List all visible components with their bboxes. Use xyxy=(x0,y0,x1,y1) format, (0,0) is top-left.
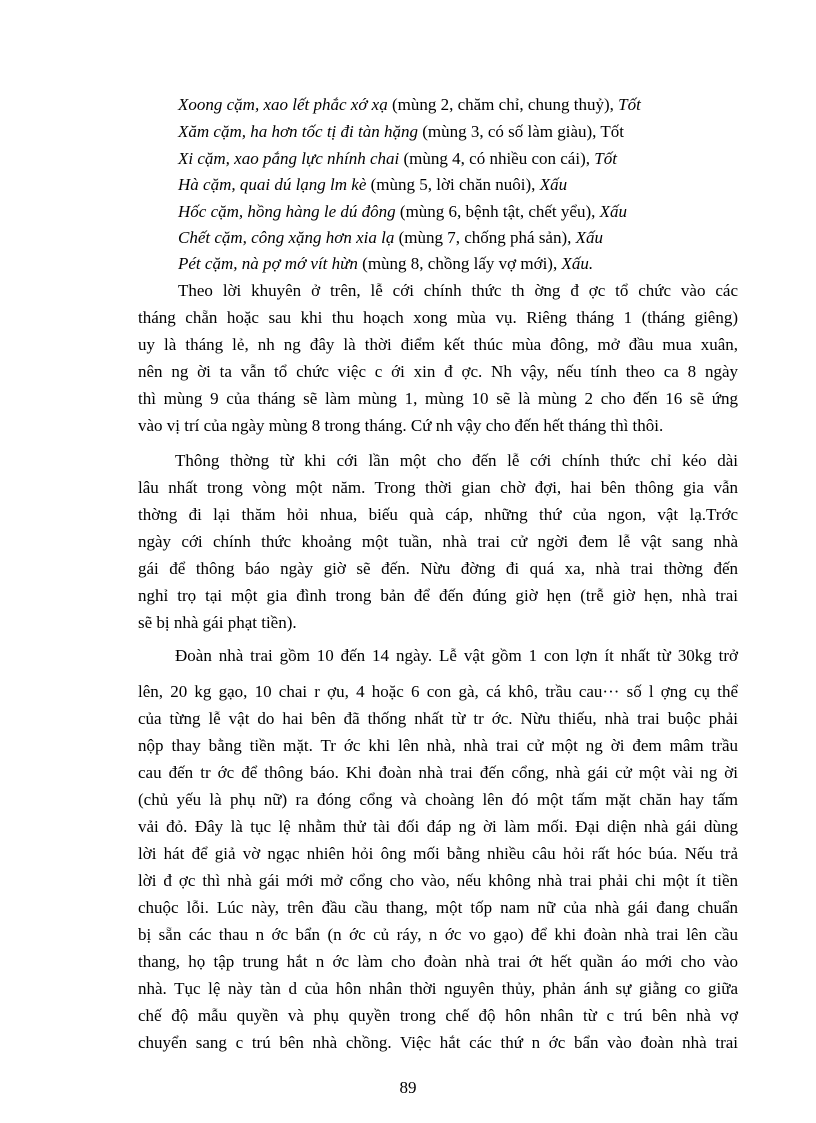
text-line: tháng chẵn hoặc sau khi thu hoạch xong mùa vụ. Riêng tháng 1 (tháng giêng) xyxy=(138,308,738,327)
text-line: chuộc lỗi. Lúc này, trên đầu cầu thang, một tốp nam nữ của nhà gái đang chuẩn xyxy=(138,898,738,917)
paragraph-line xyxy=(175,452,738,469)
calendar-verse: Hốc cặm, hồng hàng le dú đông xyxy=(178,202,396,221)
paragraph-line xyxy=(138,309,738,326)
text-line: thờng đi lại thăm hỏi nhua, biếu quà cáp, những thứ của ngon, vật lạ.Trớc xyxy=(138,505,738,524)
text-line: thang, họ tập trung hắt n ớc làm cho đoàn nhà trai ớt hết quần áo mới cho vào xyxy=(138,952,738,971)
paragraph-line xyxy=(138,872,738,889)
text-line: nộp thay bằng tiền mặt. Tr ớc khi lên nhà, nhà trai cử một ng ời đem mâm trầu xyxy=(138,736,738,755)
calendar-verse: Xoong cặm, xao lết phắc xớ xạ xyxy=(178,95,388,114)
calendar-line xyxy=(178,150,617,167)
text-line: vào vị trí của ngày mùng 8 trong tháng. Cứ nh vậy cho đến hết tháng thì thôi. xyxy=(138,416,664,435)
calendar-rating: Xấu xyxy=(539,175,568,194)
paragraph-line xyxy=(138,737,738,754)
paragraph-line xyxy=(138,587,738,604)
paragraph-line xyxy=(138,764,738,781)
calendar-line xyxy=(178,203,627,220)
calendar-meaning: (mùng 6, bệnh tật, chết yểu), xyxy=(395,202,600,221)
paragraph-line xyxy=(138,683,738,700)
page-number: 89 xyxy=(399,1078,417,1097)
calendar-line xyxy=(178,229,603,246)
paragraph-line xyxy=(138,417,663,434)
paragraph-line xyxy=(138,899,738,916)
paragraph-line xyxy=(138,1007,738,1024)
text-line: lời hát để giả vờ ngạc nhiên hỏi ông mối bằng nhiều câu hỏi rất hóc búa. Nếu trả xyxy=(138,844,738,863)
paragraph-line xyxy=(138,710,738,727)
text-line: của từng lễ vật do hai bên đã thống nhất từ tr ớc. Nừu thiếu, nhà trai buộc phải xyxy=(138,709,738,728)
calendar-meaning: (mùng 3, có số làm giàu), xyxy=(417,122,601,141)
paragraph-line xyxy=(138,818,738,835)
text-line: bị sẵn các thau n ớc bẩn (n ớc củ ráy, n ớc vo gạo) để khi đoàn nhà trai lên cầu xyxy=(138,925,738,944)
calendar-rating: Tốt xyxy=(600,122,624,141)
text-line: gái để thông báo ngày giờ sẽ đến. Nừu đờng đi quá xa, nhà trai thờng đến xyxy=(138,559,738,578)
text-line: chuyển sang c trú bên nhà chồng. Việc hắt các thứ n ớc bẩn vào đoàn nhà trai xyxy=(138,1033,738,1052)
text-line: nghỉ trọ tại một gia đình trong bản để đến đúng giờ hẹn (trễ giờ hẹn, nhà trai xyxy=(138,586,738,605)
text-line: cau đến tr ớc để thông báo. Khi đoàn nhà trai đến cổng, nhà gái cử một vài ng ời xyxy=(138,763,738,782)
paragraph-line xyxy=(138,560,738,577)
calendar-rating: Xấu. xyxy=(561,254,594,273)
calendar-verse: Hà cặm, quai dú lạng lm kè xyxy=(178,175,367,194)
calendar-meaning: (mùng 8, chồng lấy vợ mới), xyxy=(357,254,562,273)
paragraph-line xyxy=(138,953,738,970)
text-line: Đoàn nhà trai gồm 10 đến 14 ngày. Lễ vật gồm 1 con lợn ít nhất từ 30kg trở xyxy=(175,646,738,665)
paragraph-line xyxy=(138,336,738,353)
paragraph-line xyxy=(138,614,297,631)
text-line: chế độ mẫu quyền và phụ quyền trong chế độ hôn nhân từ c trú bên nhà vợ xyxy=(138,1006,738,1025)
paragraph-line xyxy=(138,390,738,407)
calendar-rating: Tốt xyxy=(618,95,641,114)
text-line: Theo lời khuyên ở trên, lễ cới chính thức th ờng đ ợc tổ chức vào các xyxy=(178,281,738,300)
paragraph-line xyxy=(138,926,738,943)
paragraph-line xyxy=(138,791,738,808)
paragraph-line xyxy=(138,845,738,862)
calendar-meaning: (mùng 2, chăm chỉ, chung thuỷ), xyxy=(387,95,619,114)
calendar-line xyxy=(178,176,567,193)
paragraph-line xyxy=(178,282,738,299)
text-line: sẽ bị nhà gái phạt tiền). xyxy=(138,613,297,632)
paragraph-line xyxy=(138,533,738,550)
paragraph-line xyxy=(138,980,738,997)
calendar-meaning: (mùng 7, chống phá sản), xyxy=(394,228,576,247)
calendar-meaning: (mùng 4, có nhiều con cái), xyxy=(399,149,595,168)
text-line: lời đ ợc thì nhà gái mới mở cổng cho vào, nếu không nhà trai phải chi một ít tiền xyxy=(138,871,738,890)
text-line: nên ng ời ta vẫn tổ chức việc c ới xin đ ợc. Nh vậy, nếu tính theo ca 8 ngày xyxy=(138,362,738,381)
calendar-verse: Chết cặm, công xặng hơn xia lạ xyxy=(178,228,395,247)
calendar-rating: Xấu xyxy=(575,228,604,247)
calendar-rating: Xấu xyxy=(599,202,628,221)
text-line: Thông thờng từ khi cới lần một cho đến lễ cới chính thức chỉ kéo dài xyxy=(175,451,738,470)
text-line: lâu nhất trong vòng một năm. Trong thời gian chờ đợi, hai bên thông gia vẫn xyxy=(138,478,738,497)
text-line: lên, 20 kg gạo, 10 chai r ợu, 4 hoặc 6 con gà, cá khô, trầu cau··· số l ợng cụ thể xyxy=(138,682,738,701)
paragraph-line xyxy=(138,479,738,496)
calendar-verse: Xăm cặm, ha hơn tốc tị đi tàn hặng xyxy=(178,122,418,141)
text-line: (chủ yếu là phụ nữ) ra đóng cổng và choàng lên đó một tấm mặt chăn hay tấm xyxy=(138,790,738,809)
calendar-line xyxy=(178,123,624,140)
text-line: nhà. Tục lệ này tàn d của hôn nhân thời nguyên thủy, phản ánh sự giằng co giữa xyxy=(138,979,738,998)
text-line: thì mùng 9 của tháng sẽ làm mùng 1, mùng 10 sẽ là mùng 2 cho đến 16 sẽ ứng xyxy=(138,389,738,408)
calendar-line xyxy=(178,96,641,113)
text-line: uy là tháng lẻ, nh ng đây là thời điểm kết thúc mùa đông, mở đầu mua xuân, xyxy=(138,335,738,354)
calendar-verse: Pét cặm, nà pợ mớ vít hừn xyxy=(178,254,358,273)
calendar-rating: Tốt xyxy=(594,149,617,168)
paragraph-line xyxy=(138,506,738,523)
calendar-meaning: (mùng 5, lời chăn nuôi), xyxy=(366,175,540,194)
paragraph-line xyxy=(138,363,738,380)
calendar-verse: Xi cặm, xao pắng lực nhính chai xyxy=(178,149,400,168)
calendar-line xyxy=(178,255,593,272)
text-line: ngày cới chính thức khoảng một tuần, nhà trai cử ngời đem lễ vật sang nhà xyxy=(138,532,738,551)
paragraph-line xyxy=(175,647,738,664)
text-line: vải đỏ. Đây là tục lệ nhằm thử tài đối đáp ng ời làm mối. Đại diện nhà gái dùng xyxy=(138,817,738,836)
paragraph-line xyxy=(138,1034,738,1051)
